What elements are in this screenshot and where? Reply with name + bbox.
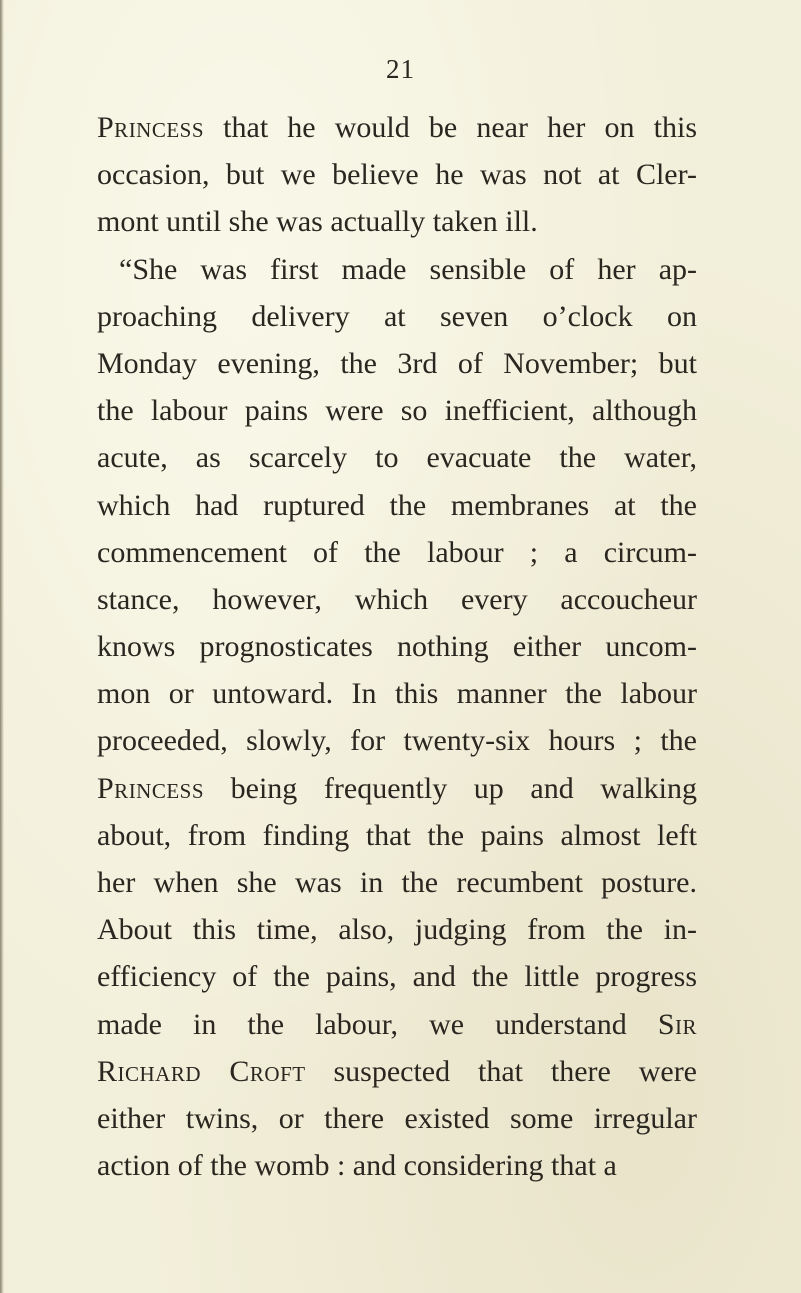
page-binding-edge: [0, 0, 4, 1293]
text-line: mont until she was actually taken ill.: [97, 205, 538, 239]
text-line: proceeded, slowly, for twenty-six hours ; the: [97, 724, 697, 758]
text-line: action of the womb : and considering that a: [97, 1149, 617, 1183]
text-line: knows prognosticates nothing either uncom-: [97, 630, 697, 664]
text-line: About this time, also, judging from the in-: [97, 913, 697, 947]
text-line: either twins, or there existed some irregular: [97, 1101, 697, 1135]
text-line: “She was first made sensible of her ap-: [119, 252, 697, 286]
text-line: commencement of the labour ; a circum-: [97, 535, 697, 569]
text-line: which had ruptured the membranes at the: [97, 488, 697, 522]
text-line: Princess being frequently up and walking: [97, 771, 697, 805]
text-line: the labour pains were so inefficient, although: [97, 394, 697, 428]
text-line: Richard Croft suspected that there were: [97, 1054, 698, 1088]
text-line: occasion, but we believe he was not at Cler-: [97, 158, 697, 192]
body-text: [97, 104, 697, 1189]
text-line: her when she was in the recumbent posture.: [97, 866, 697, 899]
text-line: proaching delivery at seven o’clock on: [97, 299, 697, 333]
text-line: efficiency of the pains, and the little progress: [97, 960, 697, 994]
text-line: acute, as scarcely to evacuate the water,: [97, 441, 697, 475]
text-line: made in the labour, we understand Sir: [97, 1007, 697, 1041]
text-line: about, from finding that the pains almost left: [97, 818, 697, 852]
text-line: mon or untoward. In this manner the labour: [97, 677, 697, 711]
text-line: Monday evening, the 3rd of November; but: [97, 346, 697, 380]
page-number: 21: [386, 54, 415, 84]
text-line: stance, however, which every accoucheur: [97, 582, 697, 616]
text-line: Princess that he would be near her on this: [97, 111, 697, 144]
